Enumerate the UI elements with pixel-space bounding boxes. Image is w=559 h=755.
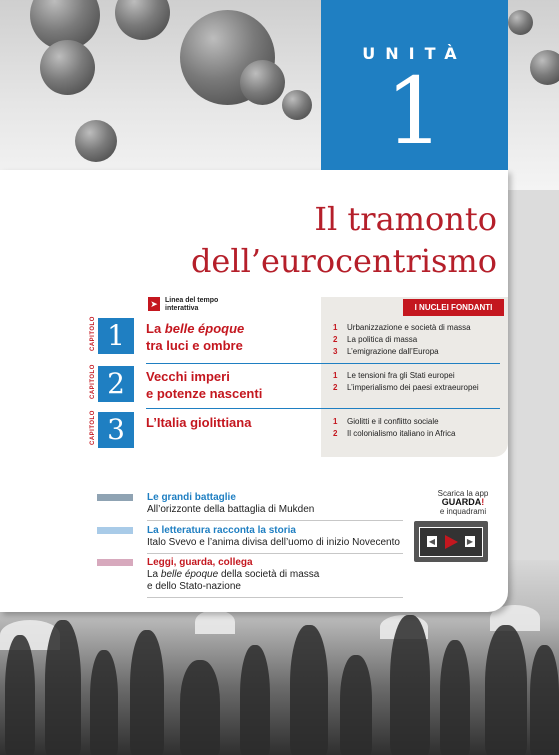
nuclei-header: I NUCLEI FONDANTI [403,299,504,316]
chapter-word: CAPITOLO [90,364,96,399]
topic-number: 1 [333,323,338,332]
app-name [418,498,508,507]
topic-text: Le tensioni fra gli Stati europei [347,371,455,380]
timeline-label: Linea del tempo interattiva [165,297,219,312]
feature-title: Le grandi battaglie [147,492,236,503]
topic-item [333,334,471,346]
topic-text: Urbanizzazione e società di massa [347,323,471,332]
balloon [282,90,312,120]
forward-icon: ▶ [466,537,474,546]
topic-number: 2 [333,383,338,392]
chapter-word: CAPITOLO [90,316,96,351]
topic-item [333,416,456,428]
chapter-title: La belle époque tra luci e ombre [146,321,245,353]
topic-number: 2 [333,429,338,438]
person [240,645,270,755]
unit-box [321,0,508,170]
person [340,655,372,755]
chapter-label [88,412,97,448]
unit-label: UNITÀ [362,44,467,63]
topic-number: 1 [333,371,338,380]
unit-title [191,198,497,282]
chapter-label [88,366,97,402]
feature-divider [147,520,403,521]
chapter-3-topics [333,416,456,440]
cursor-icon: ➤ [148,297,160,311]
app-prompt [418,489,508,516]
topic-text: La politica di massa [347,335,418,344]
chapter-1-topics [333,322,471,358]
topic-text: Giolitti e il conflitto sociale [347,417,439,426]
chapter-2-topics [333,370,479,394]
feature-title: Leggi, guarda, collega [147,557,253,568]
chapter-number: 2 [98,366,134,402]
balloon [115,0,170,40]
person [485,625,527,755]
topic-item [333,322,471,334]
feature-subtitle: Italo Svevo e l’anima divisa dell’uomo di inizio Novecento [147,537,400,548]
feature-subtitle: All’orizzonte della battaglia di Mukden [147,504,315,515]
app-name-bang: ! [481,497,485,507]
feature-divider [147,553,403,554]
feature-color-bar [97,559,133,566]
unit-number: 1 [385,58,444,165]
chapter-label [88,318,97,354]
topic-item [333,370,479,382]
app-line-1: Scarica la app [437,489,489,498]
topic-text: Il colonialismo italiano in Africa [347,429,456,438]
chapter-word: CAPITOLO [90,410,96,445]
balloon [530,50,559,85]
topic-item [333,346,471,358]
person [180,660,220,755]
person [440,640,470,755]
video-play-icon[interactable] [414,521,488,562]
balloon [75,120,117,162]
feature-divider [147,597,403,598]
rewind-icon: ◀ [428,537,436,546]
topic-text: L’imperialismo dei paesi extraeuropei [347,383,479,392]
feature-color-bar [97,494,133,501]
chapter-2[interactable] [88,366,332,402]
person [5,635,35,755]
feature-title: La letteratura racconta la storia [147,525,296,536]
person [45,620,81,755]
person [390,615,430,755]
chapter-title: Vecchi imperi e potenze nascenti [146,369,263,401]
person [130,630,164,755]
topic-number: 1 [333,417,338,426]
balloon [40,40,95,95]
feature-color-bar [97,527,133,534]
chapter-number: 1 [98,318,134,354]
chapter-divider [146,408,500,409]
person [530,645,559,755]
person [290,625,328,755]
play-icon [445,535,458,549]
app-name-text: GUARDA [441,497,482,507]
title-line-1: Il tramonto [314,200,497,238]
timeline-link[interactable] [148,297,245,313]
title-line-2: dell’eurocentrismo [190,242,497,280]
feature-subtitle: La belle époque della società di massa e dello Stato-nazione [147,569,320,592]
balloon [240,60,285,105]
topic-number: 2 [333,335,338,344]
topic-item [333,382,479,394]
topic-number: 3 [333,347,338,356]
topic-item [333,428,456,440]
chapter-1[interactable] [88,318,332,354]
chapter-title: L’Italia giolittiana [146,415,252,430]
chapter-3[interactable] [88,412,332,448]
chapter-divider [146,363,500,364]
chapter-number: 3 [98,412,134,448]
app-line-3: e inquadrami [439,507,487,516]
balloon [508,10,533,35]
umbrella [195,610,235,634]
topic-text: L’emigrazione dall’Europa [347,347,439,356]
video-frame [419,527,483,557]
person [90,650,118,755]
